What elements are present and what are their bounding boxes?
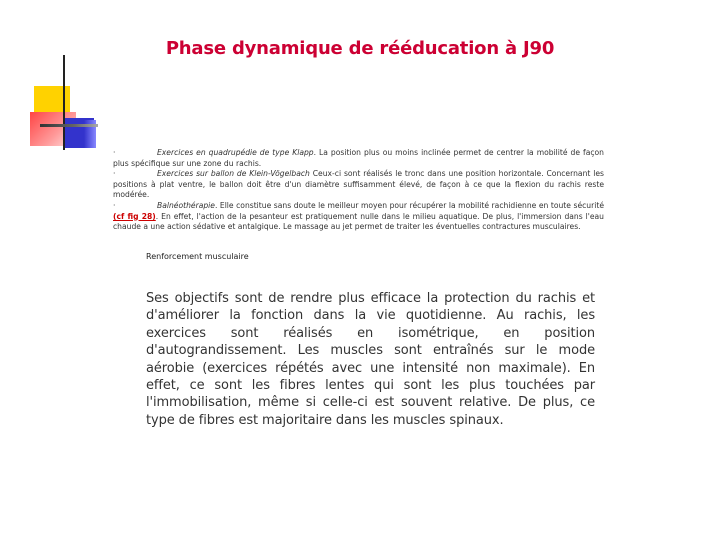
slide-title: Phase dynamique de rééducation à J90 — [165, 38, 555, 59]
exercise-item-klapp — [113, 148, 604, 169]
exercise-description: Ceux-ci sont réalisés le tronc dans une position horizontale. Concernant les positions à plat ventre, le ballon doit être d'un diamètre suffisamment élevé, de façon à ce que la flexion du rachis reste modérée. — [113, 169, 604, 200]
reinforcement-paragraph: Ses objectifs sont de rendre plus efficace la protection du rachis et d'améliorer la fonction dans la vie quotidienne. Au rachis, les exercices sont réalisés en isométrique, en position d'autograndissement. Les muscles sont entraînés sur le mode aérobie (exercices répétés avec une intensité non maximale). En effet, ce sont les fibres lentes qui sont les plus touchées par l'immobilisation, même si celle-ci est souvent relative. De plus, ce type de fibres est majoritaire dans les muscles spinaux. — [146, 291, 595, 428]
exercise-item-ballon — [113, 169, 604, 201]
exercise-description-continued: . En effet, l'action de la pesanteur est pratiquement nulle dans le milieu aquatique. De plus, l'immersion dans l'eau chaude a une action sédative et antalgique. Le massage au jet permet de traiter les éventuelles contractures musculaires. — [113, 211, 604, 232]
bullet-marker: · — [113, 169, 116, 179]
exercise-name: Exercices sur ballon de Klein-Vögelbach — [157, 169, 310, 179]
section-heading: Renforcement musculaire — [146, 252, 249, 261]
bullet-marker: · — [113, 148, 116, 157]
exercise-name: Balnéothérapie — [157, 200, 215, 210]
exercise-description: . La position plus ou moins inclinée permet de centrer la mobilité de façon plus spécifique sur une zone du rachis. — [113, 148, 604, 168]
exercise-name: Exercices en quadrupédie de type Klapp — [157, 148, 314, 157]
horizontal-line — [40, 124, 98, 127]
exercise-description: . Elle constitue sans doute le meilleur moyen pour récupérer la mobilité rachidienne en toute sécurité — [214, 200, 604, 210]
vertical-line — [63, 55, 65, 150]
figure-reference-link[interactable]: (cf fig 28) — [113, 211, 156, 221]
exercise-item-balneo — [113, 201, 604, 233]
exercise-list — [113, 148, 604, 233]
bullet-marker: · — [113, 200, 116, 210]
